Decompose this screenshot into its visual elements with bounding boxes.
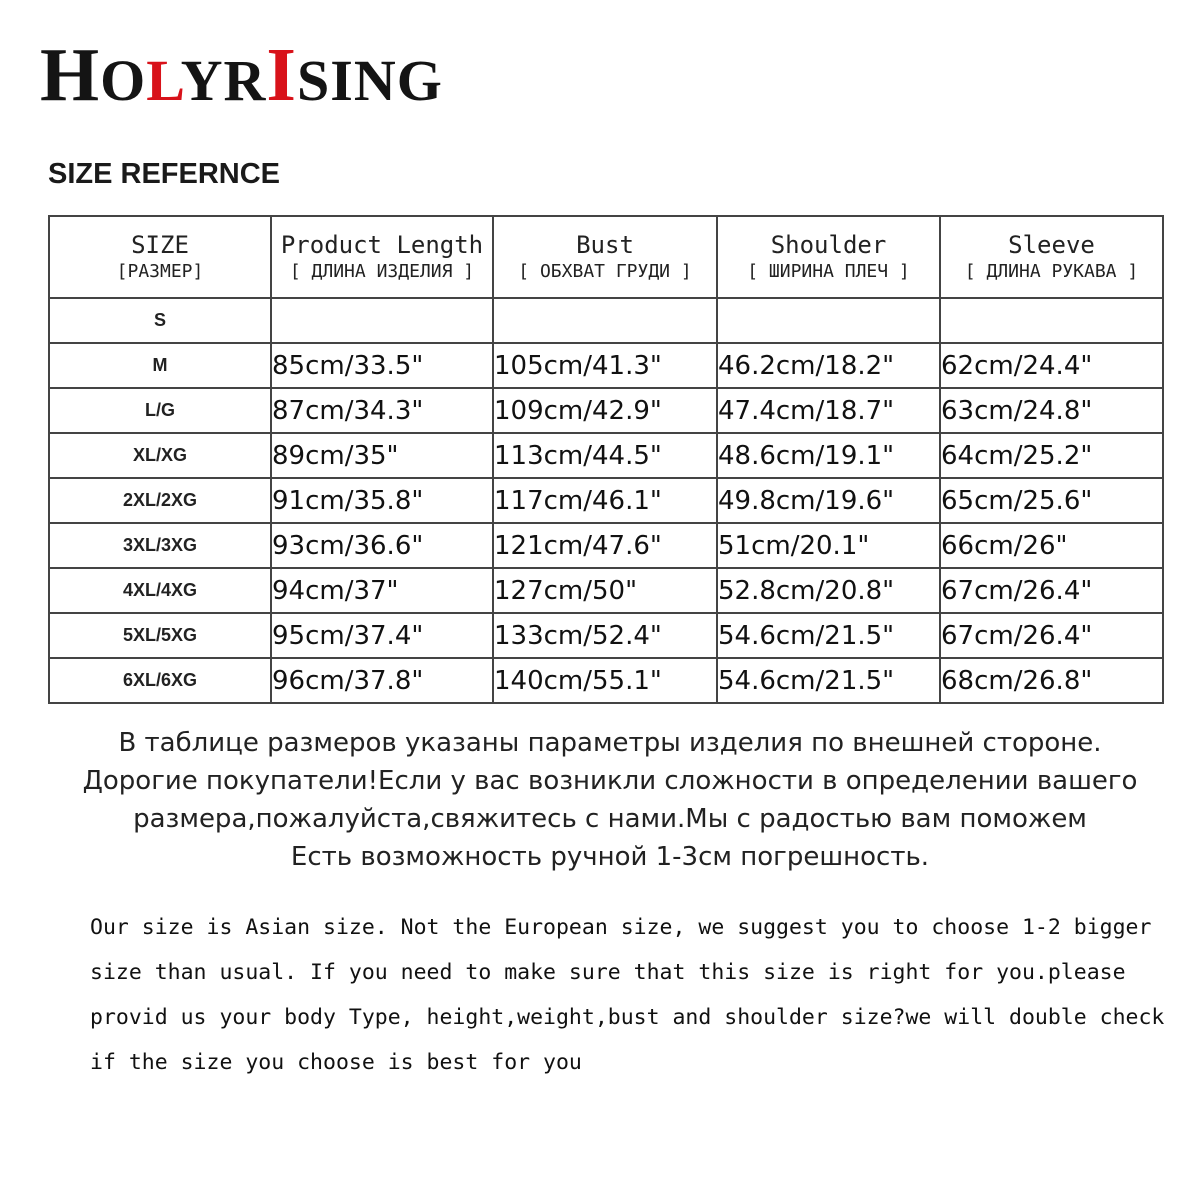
header-size: SIZE [РАЗМЕР] — [49, 216, 271, 298]
russian-notes — [40, 724, 1180, 876]
bust-cell: 113cm/44.5" — [493, 433, 717, 478]
table-row — [49, 523, 1163, 568]
shoulder-cell: 46.2cm/18.2" — [717, 343, 940, 388]
length-cell: 89cm/35" — [271, 433, 493, 478]
bust-cell: 109cm/42.9" — [493, 388, 717, 433]
table-row — [49, 433, 1163, 478]
section-title: SIZE REFERNCE — [48, 158, 281, 190]
table-row — [49, 568, 1163, 613]
header-sleeve: Sleeve [ ДЛИНА РУКАВА ] — [940, 216, 1163, 298]
english-note-line: Our size is Asian size. Not the European size, we suggest you to choose 1-2 bigger — [90, 915, 1152, 940]
sleeve-cell: 62cm/24.4" — [940, 343, 1163, 388]
sleeve-cell: 65cm/25.6" — [940, 478, 1163, 523]
sleeve-cell: 63cm/24.8" — [940, 388, 1163, 433]
shoulder-cell: 54.6cm/21.5" — [717, 658, 940, 703]
bust-cell: 121cm/47.6" — [493, 523, 717, 568]
bust-cell — [493, 298, 717, 343]
size-cell: XL/XG — [49, 433, 271, 478]
size-cell: 5XL/5XG — [49, 613, 271, 658]
bust-cell: 117cm/46.1" — [493, 478, 717, 523]
size-table — [48, 215, 1164, 704]
size-cell: 4XL/4XG — [49, 568, 271, 613]
english-note-line: provid us your body Type, height,weight,bust and shoulder size?we will double check — [90, 1005, 1165, 1030]
shoulder-cell — [717, 298, 940, 343]
english-notes — [90, 905, 1180, 1085]
brand-logo: HOLYRISING — [40, 33, 443, 117]
size-cell: M — [49, 343, 271, 388]
length-cell: 95cm/37.4" — [271, 613, 493, 658]
russian-note-line: В таблице размеров указаны параметры изделия по внешней стороне. — [118, 728, 1102, 758]
size-cell: S — [49, 298, 271, 343]
table-row — [49, 298, 1163, 343]
table-row — [49, 388, 1163, 433]
length-cell: 93cm/36.6" — [271, 523, 493, 568]
length-cell: 96cm/37.8" — [271, 658, 493, 703]
bust-cell: 105cm/41.3" — [493, 343, 717, 388]
size-cell: L/G — [49, 388, 271, 433]
header-product-length: Product Length [ ДЛИНА ИЗДЕЛИЯ ] — [271, 216, 493, 298]
sleeve-cell: 64cm/25.2" — [940, 433, 1163, 478]
shoulder-cell: 48.6cm/19.1" — [717, 433, 940, 478]
table-header-row — [49, 216, 1163, 298]
shoulder-cell: 51cm/20.1" — [717, 523, 940, 568]
length-cell — [271, 298, 493, 343]
size-cell: 3XL/3XG — [49, 523, 271, 568]
size-cell: 2XL/2XG — [49, 478, 271, 523]
sleeve-cell — [940, 298, 1163, 343]
sleeve-cell: 67cm/26.4" — [940, 568, 1163, 613]
length-cell: 94cm/37" — [271, 568, 493, 613]
shoulder-cell: 52.8cm/20.8" — [717, 568, 940, 613]
sleeve-cell: 67cm/26.4" — [940, 613, 1163, 658]
table-row — [49, 478, 1163, 523]
russian-note-line: размера,пожалуйста,свяжитесь с нами.Мы с радостью вам поможем — [133, 804, 1087, 834]
length-cell: 91cm/35.8" — [271, 478, 493, 523]
size-cell: 6XL/6XG — [49, 658, 271, 703]
russian-note-line: Дорогие покупатели!Если у вас возникли сложности в определении вашего — [82, 766, 1138, 796]
bust-cell: 127cm/50" — [493, 568, 717, 613]
header-shoulder: Shoulder [ ШИРИНА ПЛЕЧ ] — [717, 216, 940, 298]
russian-note-line: Есть возможность ручной 1-3см погрешность. — [290, 842, 930, 872]
table-row — [49, 343, 1163, 388]
table-row — [49, 613, 1163, 658]
shoulder-cell: 54.6cm/21.5" — [717, 613, 940, 658]
table-row — [49, 658, 1163, 703]
bust-cell: 140cm/55.1" — [493, 658, 717, 703]
length-cell: 85cm/33.5" — [271, 343, 493, 388]
sleeve-cell: 68cm/26.8" — [940, 658, 1163, 703]
shoulder-cell: 47.4cm/18.7" — [717, 388, 940, 433]
english-note-line: if the size you choose is best for you — [90, 1050, 582, 1075]
length-cell: 87cm/34.3" — [271, 388, 493, 433]
sleeve-cell: 66cm/26" — [940, 523, 1163, 568]
header-bust: Bust [ ОБХВАТ ГРУДИ ] — [493, 216, 717, 298]
shoulder-cell: 49.8cm/19.6" — [717, 478, 940, 523]
bust-cell: 133cm/52.4" — [493, 613, 717, 658]
english-note-line: size than usual. If you need to make sure that this size is right for you.please — [90, 960, 1126, 985]
